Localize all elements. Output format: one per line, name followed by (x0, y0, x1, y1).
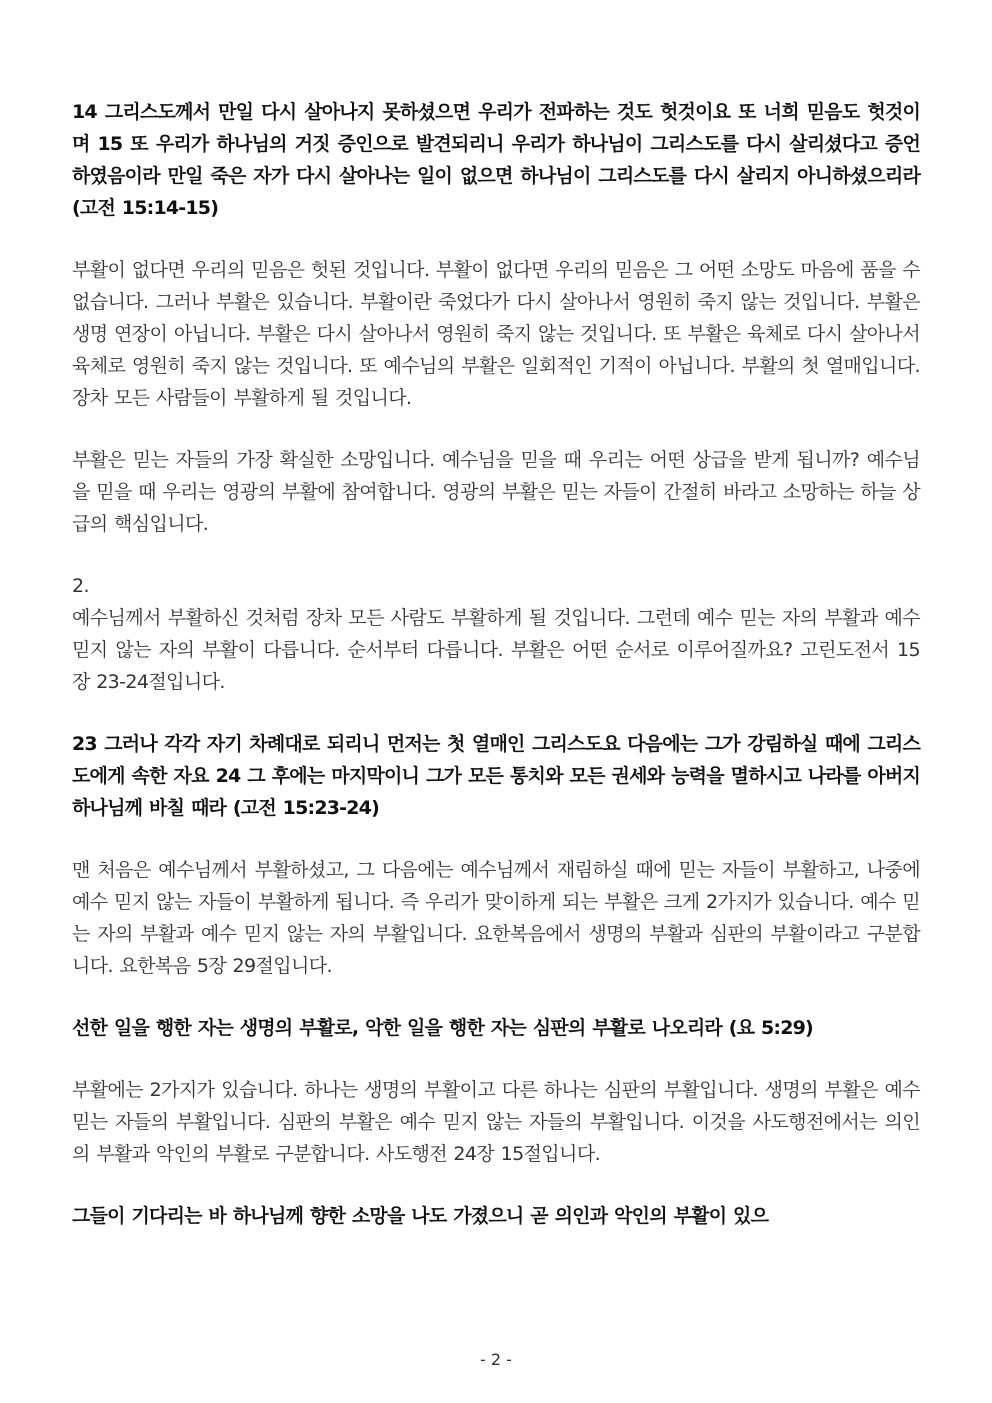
paragraph-body-5: 부활에는 2가지가 있습니다. 하나는 생명의 부활이고 다른 하나는 심판의 부활입니다. 생명의 부활은 예수 믿는 자들의 부활입니다. 심판의 부활은 예수 믿지 않는 자들의 부활입니다. 이것을 사도행전에서는 의인의 부활과 악인의 부활로 구분합니다. 사도행전 24장 15절입니다. (72, 1079, 920, 1165)
paragraph-body-4: 맨 처음은 예수님께서 부활하셨고, 그 다음에는 예수님께서 재림하실 때에 믿는 자들이 부활하고, 나중에 예수 믿지 않는 자들이 부활하게 됩니다. 즉 우리가 맞이하게 되는 부활은 크게 2가지가 있습니다. 예수 믿는 자의 부활과 예수 믿지 않는 자의 부활입니다. 요한복음에서 생명의 부활과 심판의 부활이라고 구분합니다. 요한복음 5장 29절입니다. (72, 859, 920, 977)
paragraph-body-1: 부활이 없다면 우리의 믿음은 헛된 것입니다. 부활이 없다면 우리의 믿음은 그 어떤 소망도 마음에 품을 수 없습니다. 그러나 부활은 있습니다. 부활이란 죽었다가 다시 살아나서 영원히 죽지 않는 것입니다. 부활은 생명 연장이 아닙니다. 부활은 다시 살아나서 영원히 죽지 않는 것입니다. 또 부활은 육체로 다시 살아나서 육체로 영원히 죽지 않는 것입니다. 또 예수님의 부활은 일회적인 기적이 아닙니다. 부활의 첫 열매입니다. 장차 모든 사람들이 부활하게 될 것입니다. (72, 259, 920, 409)
paragraph-body-3: 예수님께서 부활하신 것처럼 장차 모든 사람도 부활하게 될 것입니다. 그런데 예수 믿는 자의 부활과 예수 믿지 않는 자의 부활이 다릅니다. 순서부터 다릅니다. 부활은 어떤 순서로 이루어질까요? 고린도전서 15장 23-24절입니다. (72, 607, 920, 693)
paragraph-gap (72, 824, 920, 854)
paragraph-gap (72, 982, 920, 1012)
paragraph-gap (72, 1044, 920, 1074)
paragraph-gap (72, 224, 920, 254)
paragraph-gap (72, 698, 920, 728)
paragraph-gap (72, 1170, 920, 1200)
section-number: 2. (72, 575, 89, 597)
paragraph-gap (72, 540, 920, 570)
paragraph-scripture-1: 14 그리스도께서 만일 다시 살아나지 못하셨으면 우리가 전파하는 것도 헛것이요 또 너희 믿음도 헛것이며 15 또 우리가 하나님의 거짓 증인으로 발견되리니 우리가 하나님이 그리스도를 다시 살리셨다고 증언하였음이라 만일 죽은 자가 다시 살아나는 일이 없으면 하나님이 그리스도를 다시 살리지 아니하셨으리라 (고전 15:14-15) (72, 101, 920, 219)
paragraph-gap (72, 414, 920, 444)
document-body (72, 96, 920, 1232)
paragraph-scripture-4: 그들이 기다리는 바 하나님께 향한 소망을 나도 가졌으니 곧 의인과 악인의 부활이 있으 (72, 1205, 769, 1227)
paragraph-scripture-3: 선한 일을 행한 자는 생명의 부활로, 악한 일을 행한 자는 심판의 부활로 나오리라 (요 5:29) (72, 1017, 813, 1039)
page-number: - 2 - (480, 1350, 512, 1369)
paragraph-scripture-2: 23 그러나 각각 자기 차례대로 되리니 먼저는 첫 열매인 그리스도요 다음에는 그가 강림하실 때에 그리스도에게 속한 자요 24 그 후에는 마지막이니 그가 모든 통치와 모든 권세와 능력을 멸하시고 나라를 아버지 하나님께 바칠 때라 (고전 15:23-24) (72, 733, 920, 819)
paragraph-body-2: 부활은 믿는 자들의 가장 확실한 소망입니다. 예수님을 믿을 때 우리는 어떤 상급을 받게 됩니까? 예수님을 믿을 때 우리는 영광의 부활에 참여합니다. 영광의 부활은 믿는 자들이 간절히 바라고 소망하는 하늘 상급의 핵심입니다. (72, 449, 920, 535)
